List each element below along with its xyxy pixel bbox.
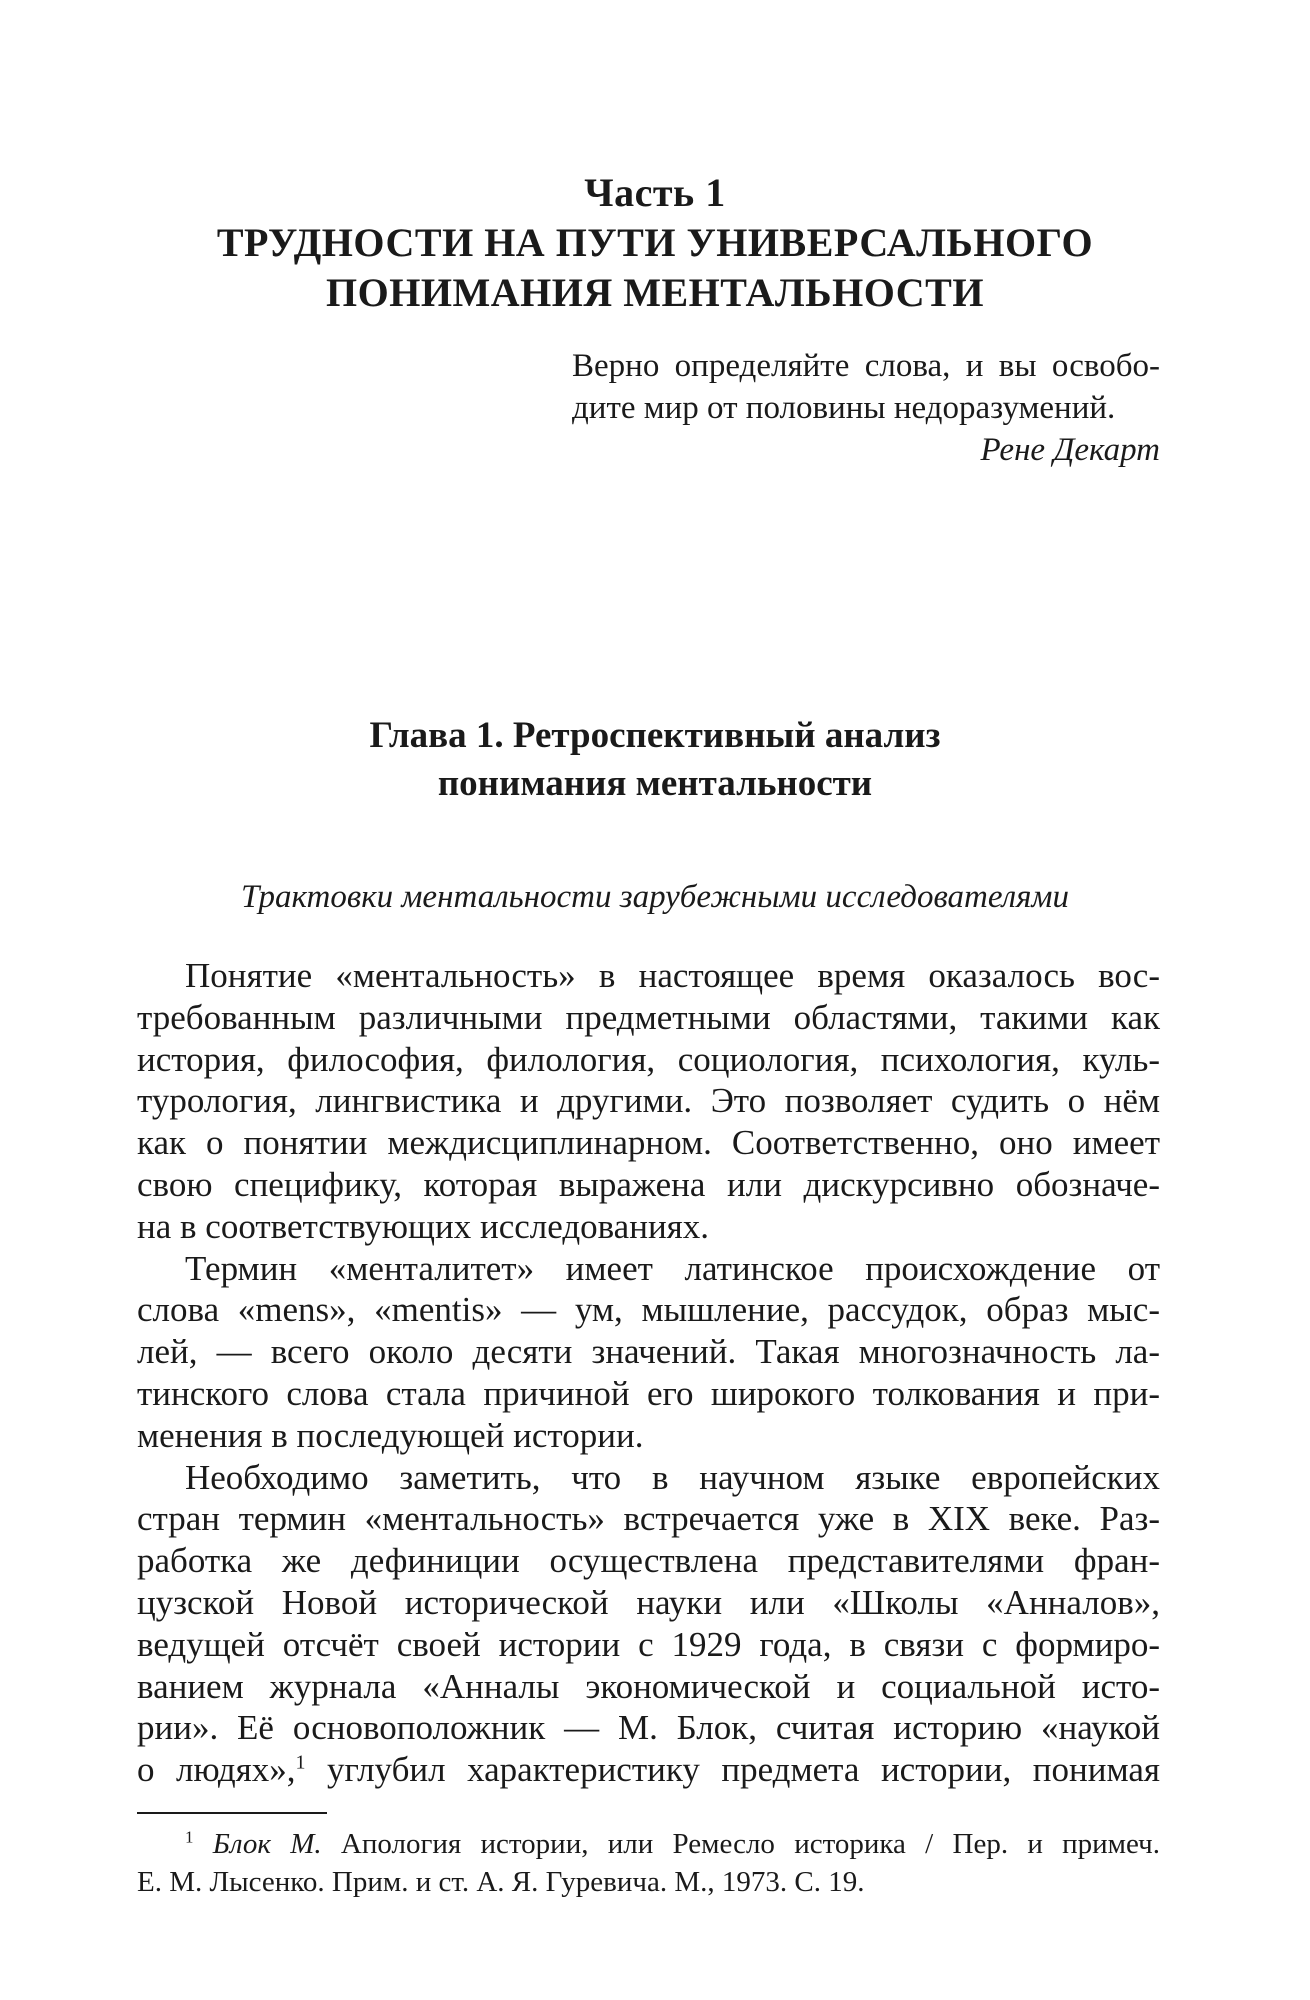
footnote-number: 1 — [185, 1827, 194, 1847]
chapter-title-line-1: Глава 1. Ретроспективный анализ — [369, 715, 941, 756]
text-line: стран термин «ментальность» встречается уже в XIX веке. Раз- — [137, 1499, 1160, 1539]
footnote-line-2: Е. М. Лысенко. Прим. и ст. А. Я. Гуревича. М., 1973. С. 19. — [137, 1866, 865, 1898]
text-line: история, философия, филология, социология, психология, куль- — [137, 1039, 1160, 1079]
text-line: Понятие «ментальность» в настоящее время оказалось вос- — [185, 956, 1160, 995]
text-line: рии». Её основоположник — М. Блок, считая историю «наукой — [137, 1708, 1160, 1748]
text-line: лей, — всего около десяти значений. Такая многозначность ла- — [137, 1332, 1160, 1372]
epigraph-author: Рене Декарт — [980, 432, 1160, 468]
text-line: менения в последующей истории. — [137, 1415, 644, 1455]
body-text — [137, 955, 1160, 1791]
footnote-reference[interactable]: 1 — [295, 1751, 306, 1774]
part-title-line-2: ПОНИМАНИЯ МЕНТАЛЬНОСТИ — [326, 270, 984, 315]
text-line: ведущей отсчёт своей истории с 1929 года, в связи с формиро- — [137, 1624, 1160, 1664]
text-line — [137, 1749, 1160, 1791]
text-line: Необходимо заметить, что в научном языке европейских — [185, 1457, 1160, 1497]
text-line: на в соответствующих исследованиях. — [137, 1206, 710, 1246]
text-line: ванием журнала «Анналы экономической и социальной исто- — [137, 1666, 1160, 1706]
part-title-line-1: ТРУДНОСТИ НА ПУТИ УНИВЕРСАЛЬНОГО — [216, 220, 1094, 265]
text-line: Термин «менталитет» имеет латинское происхождение от — [185, 1248, 1160, 1288]
footnote — [137, 1825, 1160, 1901]
chapter-title-line-2: понимания ментальности — [437, 763, 873, 804]
footnote-line-1 — [137, 1825, 1160, 1863]
footnote-text: Апология истории, или Ремесло историка / Пер. и примеч. — [321, 1828, 1161, 1860]
text-line: цузской Новой исторической науки или «Школы «Анналов», — [137, 1582, 1160, 1622]
part-heading — [150, 168, 1160, 318]
text-line: слова «mens», «mentis» — ум, мышление, рассудок, образ мыс- — [137, 1290, 1160, 1330]
text-line: требованным различными предметными областями, такими как — [137, 997, 1160, 1037]
footnote-divider — [137, 1812, 327, 1814]
epigraph-line-2: дите мир от половины недоразумений. — [572, 390, 1116, 426]
text-line: тинского слова стала причиной его широкого толкования и при- — [137, 1373, 1160, 1413]
text-line: работка же дефиниции осуществлена представителями фран- — [137, 1541, 1160, 1581]
text-fragment: о людях», — [137, 1750, 296, 1790]
text-fragment: углубил характеристику предмета истории, понимая — [305, 1750, 1160, 1790]
footnote-author: Блок М. — [212, 1828, 322, 1860]
text-line: свою специфику, которая выражена или дискурсивно обозначе- — [137, 1164, 1160, 1204]
text-line: как о понятии междисциплинарном. Соответственно, оно имеет — [137, 1123, 1160, 1163]
text-line: турология, лингвистика и другими. Это позволяет судить о нём — [137, 1081, 1160, 1121]
epigraph — [572, 345, 1160, 471]
chapter-heading — [150, 712, 1160, 808]
part-label: Часть 1 — [584, 170, 726, 215]
section-heading: Трактовки ментальности зарубежными исследователями — [241, 879, 1069, 915]
epigraph-line-1: Верно определяйте слова, и вы освобо- — [572, 348, 1160, 384]
